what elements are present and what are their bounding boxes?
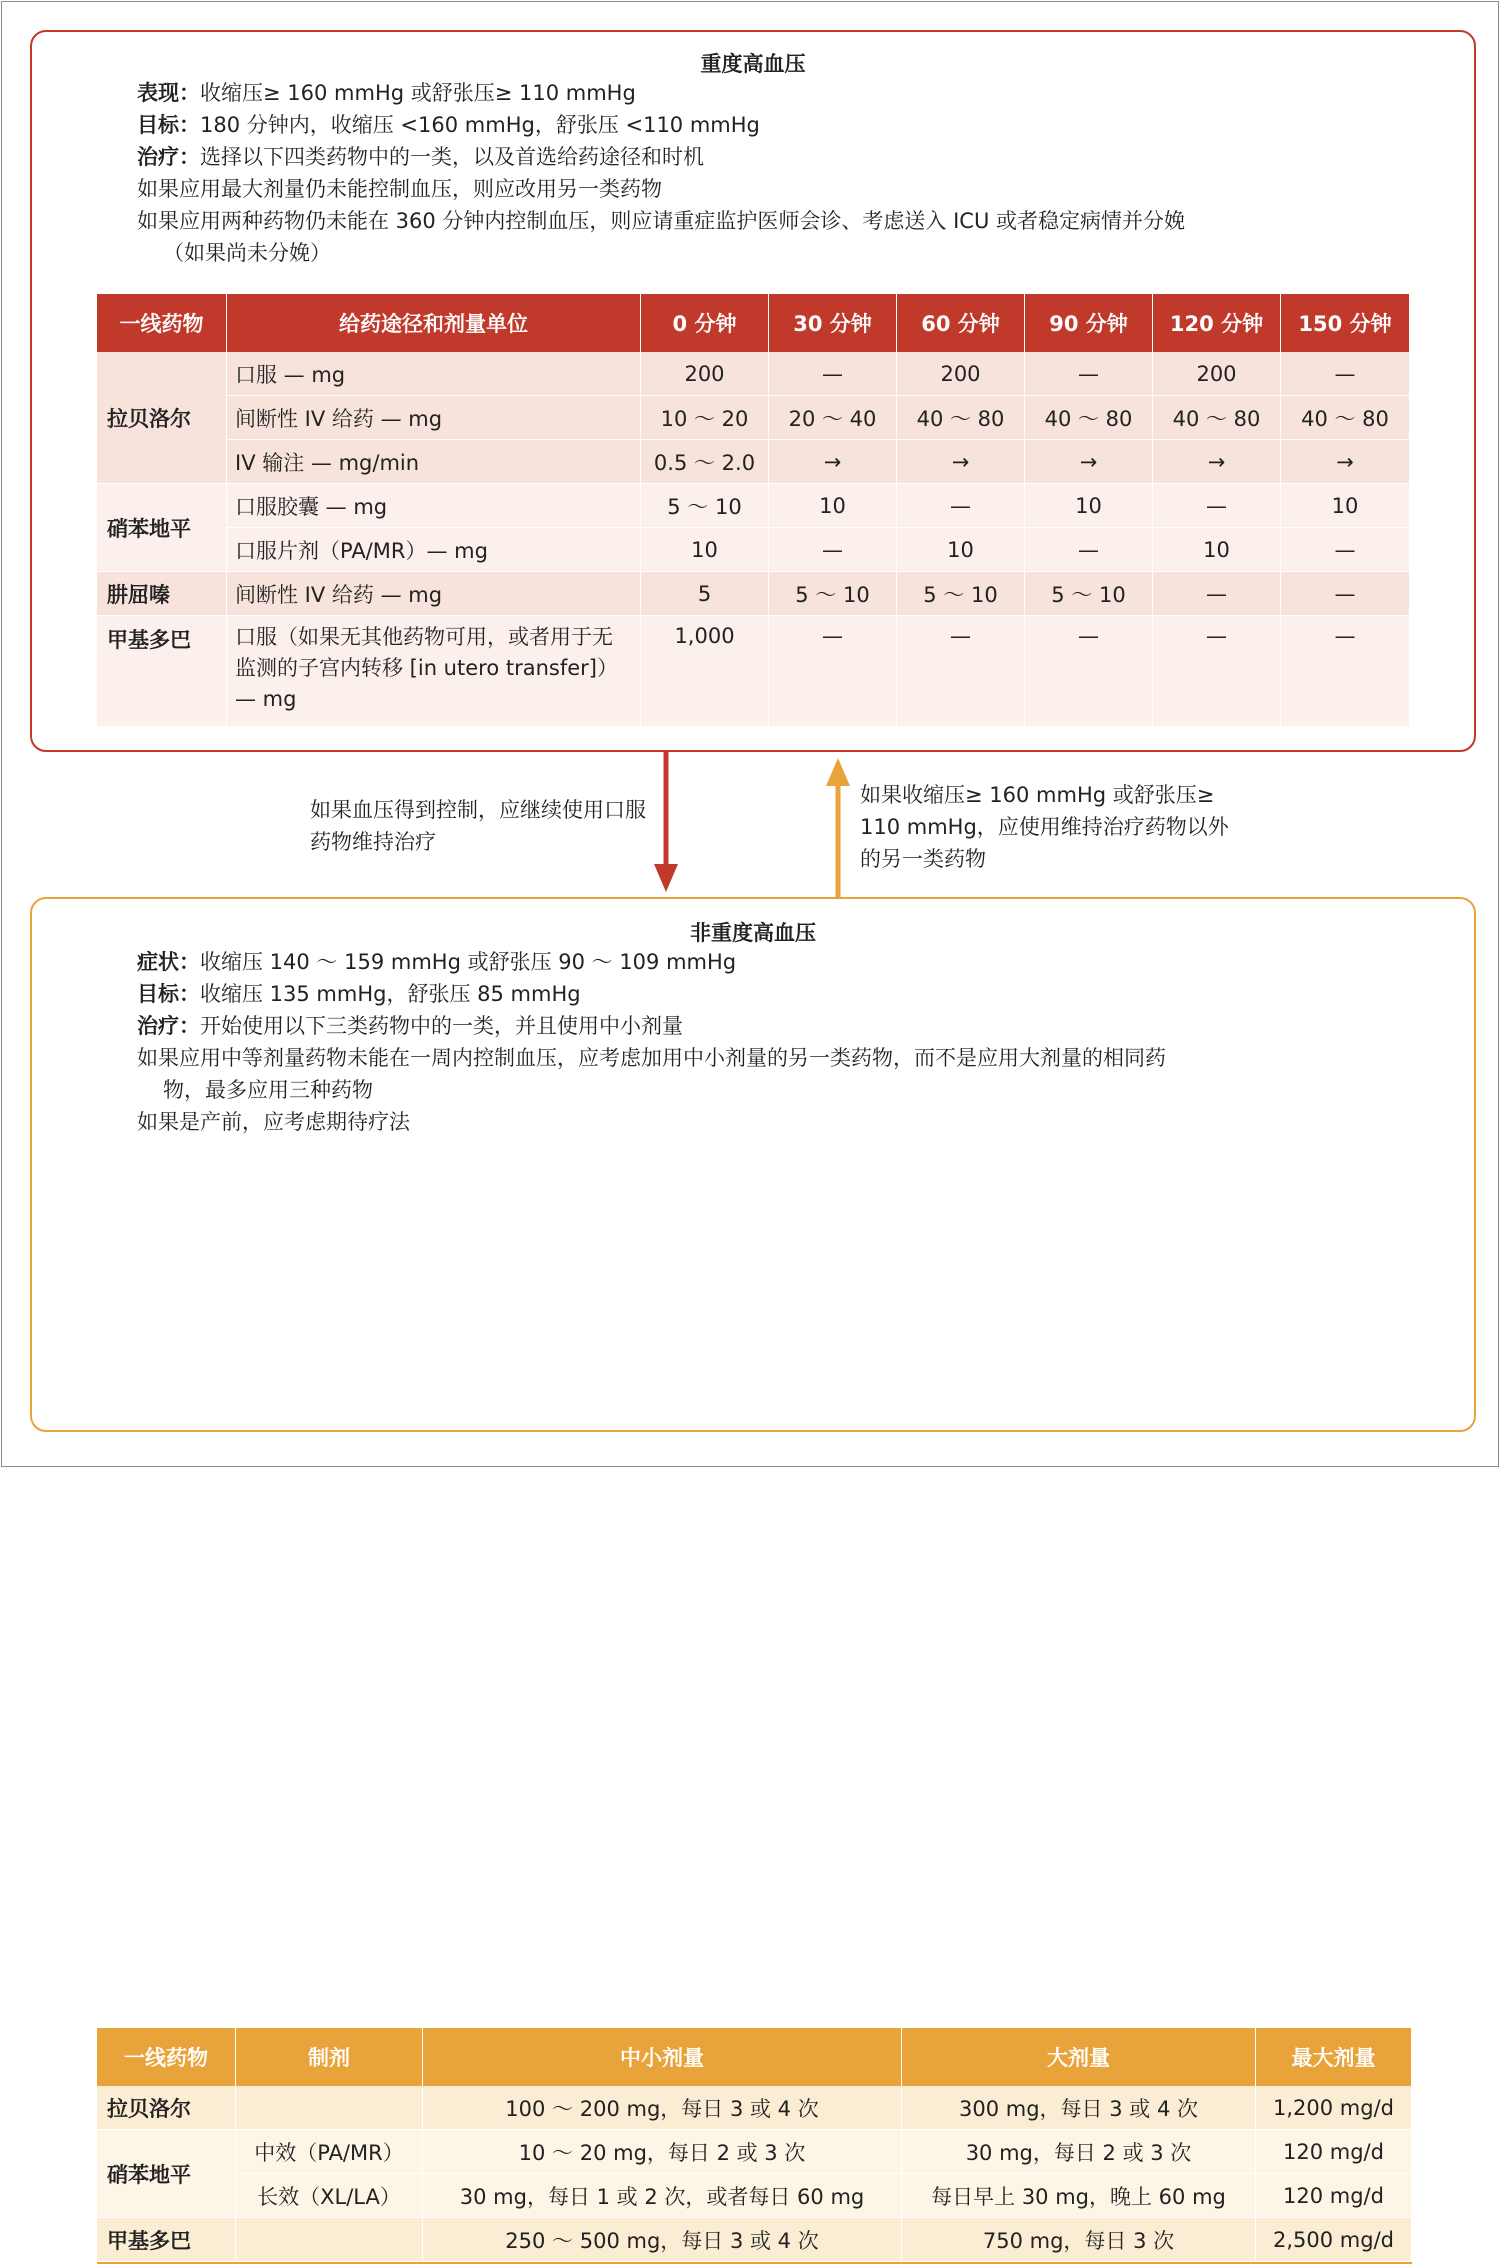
col-header: 大剂量	[902, 2028, 1256, 2086]
high-dose-cell: 30 mg，每日 2 或 3 次	[902, 2130, 1256, 2174]
dose-cell: 10	[769, 484, 897, 528]
col-header: 制剂	[236, 2028, 423, 2086]
dose-cell: 200	[1153, 352, 1281, 396]
severe-text-goal: 180 分钟内，收缩压 <160 mmHg，舒张压 <110 mmHg	[200, 113, 760, 137]
mild-line-symptoms	[137, 946, 1427, 978]
table-row	[97, 484, 1410, 528]
dose-cell: 10	[897, 528, 1025, 572]
mild-label-goal: 目标：	[137, 982, 200, 1006]
col-header: 120 分钟	[1153, 294, 1281, 352]
dose-cell: 40 ～ 80	[1025, 396, 1153, 440]
mild-line-add-drug: 如果应用中等剂量药物未能在一周内控制血压，应考虑加用中小剂量的另一类药物，而不是应用大剂量的相同药	[137, 1046, 1166, 1070]
col-header: 90 分钟	[1025, 294, 1153, 352]
low-dose-cell: 250 ～ 500 mg，每日 3 或 4 次	[423, 2218, 902, 2262]
dose-cell: 10 ～ 20	[641, 396, 769, 440]
high-dose-cell: 750 mg，每日 3 次	[902, 2218, 1256, 2262]
low-dose-cell: 10 ～ 20 mg，每日 2 或 3 次	[423, 2130, 902, 2174]
table-row	[97, 2218, 1412, 2262]
mild-line-antenatal: 如果是产前，应考虑期待疗法	[137, 1110, 410, 1134]
dose-cell: —	[769, 528, 897, 572]
col-header: 中小剂量	[423, 2028, 902, 2086]
severe-line-max-dose: 如果应用最大剂量仍未能控制血压，则应改用另一类药物	[137, 177, 662, 201]
col-header: 给药途径和剂量单位	[227, 294, 641, 352]
dose-cell: →	[1153, 440, 1281, 484]
col-header: 150 分钟	[1281, 294, 1410, 352]
severe-description	[137, 77, 1427, 269]
col-header: 0 分钟	[641, 294, 769, 352]
route-cell: 口服胶囊 — mg	[227, 484, 641, 528]
dose-cell: →	[1281, 440, 1410, 484]
dose-cell: —	[1025, 528, 1153, 572]
dose-cell: 10	[641, 528, 769, 572]
dose-cell: —	[1281, 572, 1410, 616]
route-cell: 间断性 IV 给药 — mg	[227, 572, 641, 616]
dose-cell: 5	[641, 572, 769, 616]
drug-name: 硝苯地平	[97, 2130, 236, 2218]
dose-cell: 10	[1025, 484, 1153, 528]
dose-cell: 20 ～ 40	[769, 396, 897, 440]
dose-cell: →	[897, 440, 1025, 484]
drug-name: 甲基多巴	[97, 616, 227, 727]
drug-name: 肼屈嗪	[97, 572, 227, 616]
table-row	[97, 616, 1410, 727]
severe-title: 重度高血压	[700, 52, 806, 76]
dose-cell: 5 ～ 10	[897, 572, 1025, 616]
dose-cell: 1,000	[641, 616, 769, 727]
col-header: 最大剂量	[1256, 2028, 1412, 2086]
mild-title: 非重度高血压	[690, 921, 816, 945]
table-row	[97, 2086, 1412, 2130]
severe-hypertension-box	[30, 30, 1476, 752]
severe-label-treatment: 治疗：	[137, 145, 200, 169]
formulation-cell: 中效（PA/MR）	[236, 2130, 423, 2174]
formulation-cell: 长效（XL/LA）	[236, 2174, 423, 2218]
severe-line-treatment	[137, 141, 1427, 173]
up-arrow-icon	[822, 752, 854, 900]
route-cell: 口服片剂（PA/MR）— mg	[227, 528, 641, 572]
mild-text-symptoms: 收缩压 140 ～ 159 mmHg 或舒张压 90 ～ 109 mmHg	[200, 950, 737, 974]
mild-description	[137, 946, 1427, 1138]
mild-line-treatment	[137, 1010, 1427, 1042]
severe-text-presentation: 收缩压≥ 160 mmHg 或舒张压≥ 110 mmHg	[200, 81, 636, 105]
max-dose-cell: 2,500 mg/d	[1256, 2218, 1412, 2262]
dose-cell: —	[1025, 352, 1153, 396]
dose-cell: —	[897, 616, 1025, 727]
dose-cell: —	[1281, 528, 1410, 572]
dose-cell: 5 ～ 10	[769, 572, 897, 616]
dose-cell: —	[1153, 572, 1281, 616]
severe-line-two-drugs-cont: （如果尚未分娩）	[163, 241, 331, 265]
severe-table-header	[97, 294, 1410, 352]
dose-cell: 10	[1281, 484, 1410, 528]
table-row	[97, 528, 1410, 572]
low-dose-cell: 30 mg，每日 1 或 2 次，或者每日 60 mg	[423, 2174, 902, 2218]
drug-name: 甲基多巴	[97, 2218, 236, 2262]
dose-cell: 0.5 ～ 2.0	[641, 440, 769, 484]
dose-cell: 5 ～ 10	[1025, 572, 1153, 616]
dose-cell: →	[769, 440, 897, 484]
col-header: 30 分钟	[769, 294, 897, 352]
dose-cell: 40 ～ 80	[1281, 396, 1410, 440]
dose-cell: 10	[1153, 528, 1281, 572]
severe-line-goal	[137, 109, 1427, 141]
severe-line-presentation	[137, 77, 1427, 109]
drug-name: 拉贝洛尔	[97, 2086, 236, 2130]
mild-line-add-drug-cont: 物，最多应用三种药物	[163, 1078, 373, 1102]
formulation-cell	[236, 2218, 423, 2262]
escalation-note: 如果收缩压≥ 160 mmHg 或舒张压≥ 110 mmHg，应使用维持治疗药物以外的另一类药物	[860, 783, 1229, 871]
route-cell: IV 输注 — mg/min	[227, 440, 641, 484]
severe-label-presentation: 表现：	[137, 81, 200, 105]
severe-line-two-drugs: 如果应用两种药物仍未能在 360 分钟内控制血压，则应请重症监护医师会诊、考虑送入 ICU 或者稳定病情并分娩	[137, 209, 1186, 233]
dose-cell: 40 ～ 80	[897, 396, 1025, 440]
severe-drug-table	[97, 294, 1410, 727]
mild-line-goal	[137, 978, 1427, 1010]
mild-label-symptoms: 症状：	[137, 950, 200, 974]
max-dose-cell: 120 mg/d	[1256, 2130, 1412, 2174]
route-cell: 间断性 IV 给药 — mg	[227, 396, 641, 440]
dose-cell: 5 ～ 10	[641, 484, 769, 528]
table-row	[97, 440, 1410, 484]
table-row	[97, 572, 1410, 616]
drug-name: 拉贝洛尔	[97, 352, 227, 484]
dose-cell: —	[897, 484, 1025, 528]
high-dose-cell: 300 mg，每日 3 或 4 次	[902, 2086, 1256, 2130]
col-header: 一线药物	[97, 2028, 236, 2086]
route-cell: 口服 — mg	[227, 352, 641, 396]
severe-text-treatment: 选择以下四类药物中的一类，以及首选给药途径和时机	[200, 145, 704, 169]
table-row	[97, 396, 1410, 440]
dose-cell: —	[1153, 484, 1281, 528]
dose-cell: →	[1025, 440, 1153, 484]
dose-cell: —	[1281, 616, 1410, 727]
col-header: 60 分钟	[897, 294, 1025, 352]
dose-cell: 200	[641, 352, 769, 396]
table-row	[97, 352, 1410, 396]
dose-cell: —	[1153, 616, 1281, 727]
drug-name: 硝苯地平	[97, 484, 227, 572]
col-header: 一线药物	[97, 294, 227, 352]
mild-label-treatment: 治疗：	[137, 1014, 200, 1038]
non-severe-drug-table	[97, 2028, 1412, 2264]
high-dose-cell: 每日早上 30 mg，晚上 60 mg	[902, 2174, 1256, 2218]
mild-text-treatment: 开始使用以下三类药物中的一类，并且使用中小剂量	[200, 1014, 683, 1038]
dose-cell: —	[769, 616, 897, 727]
dose-cell: —	[769, 352, 897, 396]
non-severe-hypertension-box	[30, 897, 1476, 2253]
controlled-note: 如果血压得到控制，应继续使用口服药物维持治疗	[310, 798, 646, 854]
dose-cell: —	[1025, 616, 1153, 727]
table-row	[97, 2130, 1412, 2174]
severe-label-goal: 目标：	[137, 113, 200, 137]
dose-cell: 40 ～ 80	[1153, 396, 1281, 440]
low-dose-cell: 100 ～ 200 mg，每日 3 或 4 次	[423, 2086, 902, 2130]
mild-table-header	[97, 2028, 1412, 2086]
mild-text-goal: 收缩压 135 mmHg，舒张压 85 mmHg	[200, 982, 581, 1006]
formulation-cell	[236, 2086, 423, 2130]
dose-cell: —	[1281, 352, 1410, 396]
route-cell: 口服（如果无其他药物可用，或者用于无监测的子宫内转移 [in utero transfer]）— mg	[227, 616, 641, 727]
max-dose-cell: 120 mg/d	[1256, 2174, 1412, 2218]
dose-cell: 200	[897, 352, 1025, 396]
table-row	[97, 2174, 1412, 2218]
max-dose-cell: 1,200 mg/d	[1256, 2086, 1412, 2130]
